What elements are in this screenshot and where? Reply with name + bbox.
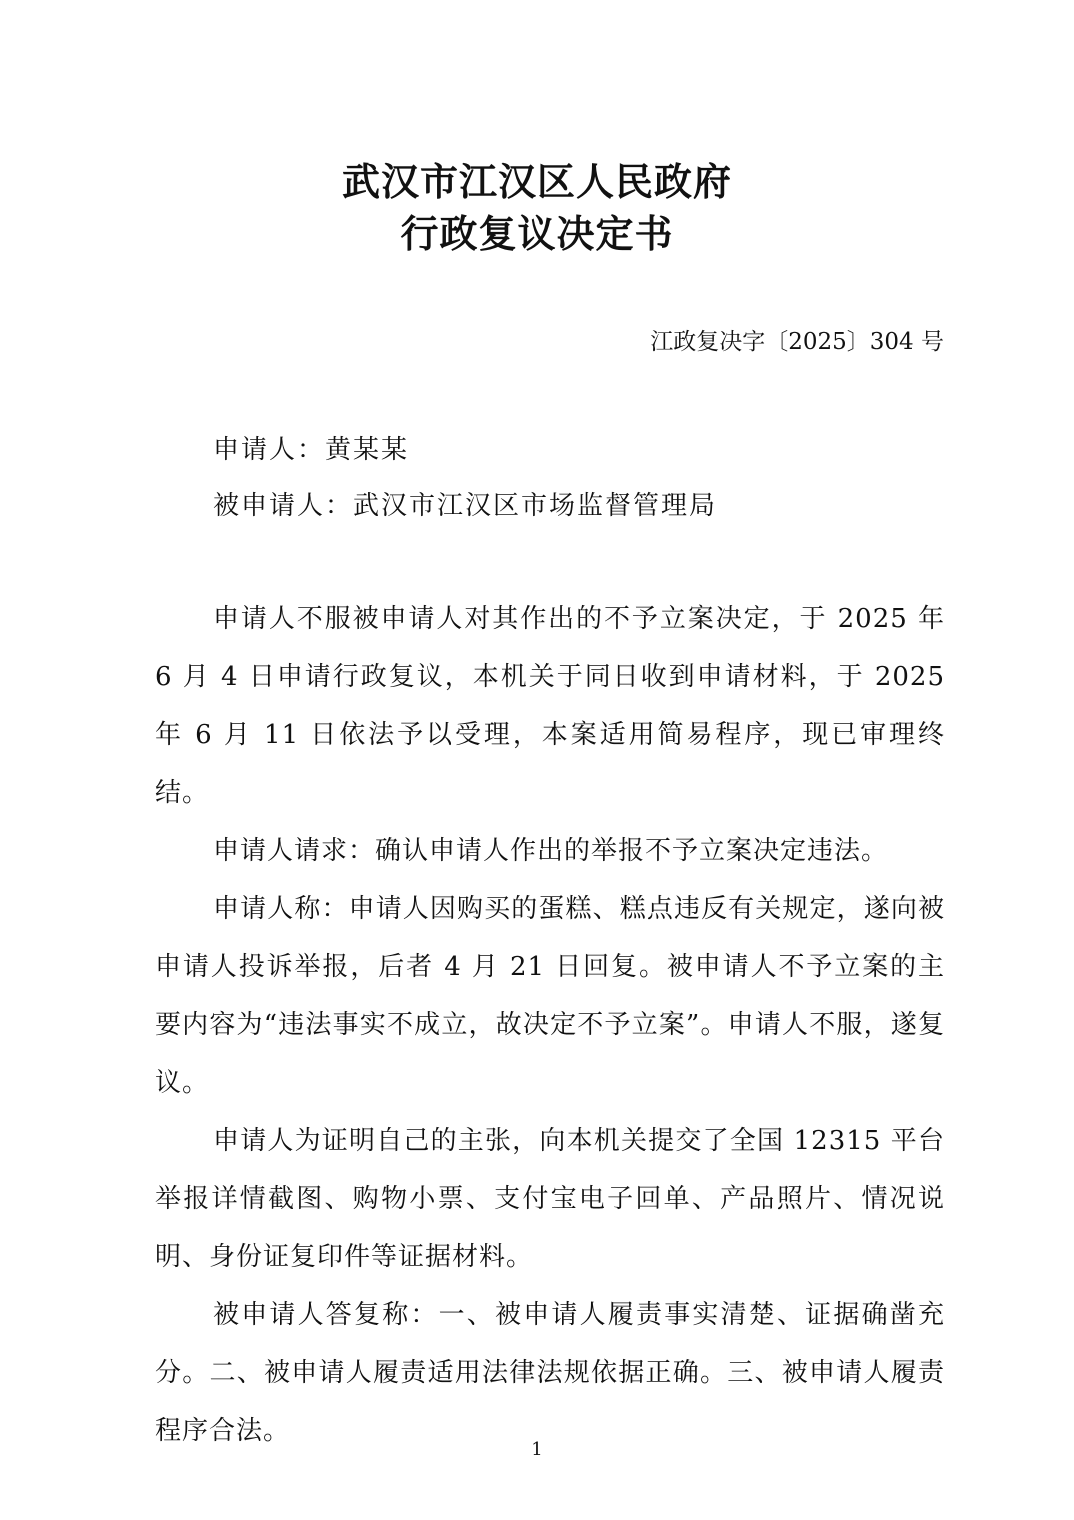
document-title — [0, 156, 1074, 260]
paragraph-request: 申请人请求：确认申请人作出的举报不予立案决定违法。 — [213, 836, 889, 866]
page-number: 1 — [531, 1439, 543, 1460]
title-issuer: 武汉市江汉区人民政府 — [341, 159, 732, 204]
respondent-line: 被申请人：武汉市江汉区市场监督管理局 — [213, 491, 718, 521]
document-number: 江政复决字〔2025〕304 号 — [650, 329, 944, 355]
body-text — [155, 590, 945, 1460]
paragraph-case-summary: 申请人不服被申请人对其作出的不予立案决定，于 2025 年 6 月 4 日申请行政复议，本机关于同日收到申请材料，于 2025 年 6 月 11 日依法予以受理，本案适用简易程序，现已审理终结。 — [155, 604, 945, 808]
applicant-line: 申请人：黄某某 — [213, 435, 410, 465]
paragraph-applicant-claim: 申请人称：申请人因购买的蛋糕、糕点违反有关规定，遂向被申请人投诉举报，后者 4 月 21 日回复。被申请人不予立案的主要内容为“违法事实不成立，故决定不予立案”。申请人不服，遂复议。 — [155, 894, 945, 1098]
paragraph-respondent-reply: 被申请人答复称：一、被申请人履责事实清楚、证据确凿充分。二、被申请人履责适用法律法规依据正确。三、被申请人履责程序合法。 — [155, 1300, 945, 1446]
title-doc-type: 行政复议决定书 — [400, 211, 674, 256]
paragraph-evidence: 申请人为证明自己的主张，向本机关提交了全国 12315 平台举报详情截图、购物小票、支付宝电子回单、产品照片、情况说明、身份证复印件等证据材料。 — [155, 1126, 945, 1272]
